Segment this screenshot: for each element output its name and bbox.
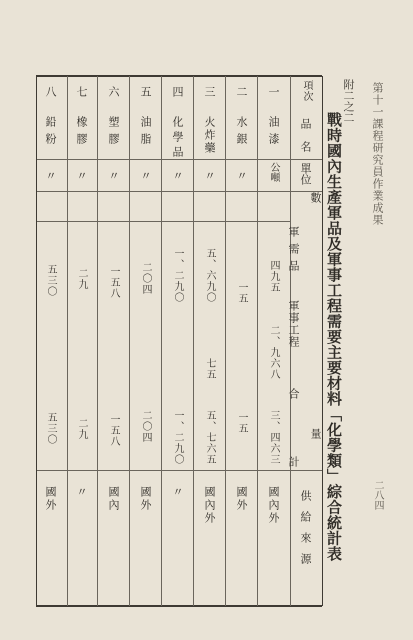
row-total: 三、四六三 — [268, 410, 279, 465]
row-number: 二 — [235, 86, 248, 97]
row-military: 一五 — [236, 282, 247, 304]
header-name: 品名 — [299, 118, 312, 164]
row-total: 二〇四 — [140, 410, 151, 443]
row-number: 六 — [107, 86, 120, 97]
row-engineering: 七五 — [204, 358, 215, 380]
header-total: 計 — [287, 456, 300, 467]
header-quantity-2: 量 — [309, 428, 322, 439]
row-name: 鉛粉 — [44, 116, 57, 150]
chapter-heading: 第十一課程研究員作業成果 — [371, 82, 384, 226]
rule-after-total — [36, 470, 322, 471]
row-military: 一、二九〇 — [172, 248, 183, 303]
row-military: 一五八 — [108, 266, 119, 299]
row-name: 水銀 — [235, 116, 248, 150]
header-combined: 合 — [287, 388, 300, 399]
table-right-border — [322, 76, 323, 606]
table-left-border — [36, 76, 37, 606]
row-name: 化學品 — [171, 116, 184, 161]
row-military: 二〇四 — [140, 262, 151, 295]
row-unit: 〃 — [107, 170, 120, 181]
row-military: 二九 — [76, 268, 87, 290]
page-number: 二八四 — [372, 480, 383, 510]
row-name: 塑膠 — [107, 116, 120, 150]
row-name: 橡膠 — [75, 116, 88, 150]
figure-label: 附二之二 — [342, 79, 355, 123]
row-unit: 公噸 — [268, 162, 279, 182]
col-sep — [129, 76, 130, 606]
row-total: 一五 — [236, 412, 247, 434]
col-sep — [67, 76, 68, 606]
row-name: 火炸藥 — [203, 116, 216, 155]
row-source: 國內 — [107, 486, 120, 512]
col-sep — [193, 76, 194, 606]
row-name: 油漆 — [267, 116, 280, 150]
row-name: 油脂 — [139, 116, 152, 150]
table-title: 戰時國內生產軍品及軍事工程需要主要材料「化學類」綜合統計表 — [325, 112, 343, 562]
col-sep — [257, 76, 258, 606]
row-military: 四九五 — [268, 260, 279, 293]
row-total: 二九 — [76, 418, 87, 440]
row-military: 五三〇 — [45, 264, 56, 297]
row-source: 國外 — [235, 486, 248, 512]
row-source: 國內外 — [267, 486, 280, 525]
table-top-rule — [36, 75, 322, 77]
header-engineering: 軍事工程 — [287, 300, 300, 348]
row-source: 國外 — [44, 486, 57, 512]
row-unit: 〃 — [44, 170, 57, 181]
row-source: 國內外 — [203, 486, 216, 525]
row-military: 五、六九〇 — [204, 248, 215, 303]
row-source: 國外 — [139, 486, 152, 512]
row-unit: 〃 — [171, 170, 184, 181]
row-number: 一 — [267, 86, 280, 97]
row-unit: 〃 — [75, 170, 88, 181]
row-unit: 〃 — [139, 170, 152, 181]
header-unit: 單位 — [299, 163, 312, 185]
table-bottom-rule — [36, 605, 322, 607]
row-number: 八 — [44, 86, 57, 97]
row-number: 七 — [75, 86, 88, 97]
row-unit: 〃 — [203, 170, 216, 181]
row-number: 五 — [139, 86, 152, 97]
row-engineering: 二、九六八 — [268, 325, 279, 380]
header-military: 軍需品 — [287, 226, 300, 277]
row-source: 〃 — [171, 486, 184, 497]
row-number: 四 — [171, 86, 184, 97]
col-sep — [225, 76, 226, 606]
row-source: 〃 — [75, 486, 88, 497]
header-supply-source: 供給來源 — [299, 490, 312, 574]
row-number: 三 — [203, 86, 216, 97]
col-sep — [97, 76, 98, 606]
header-item-no: 項次 — [301, 80, 312, 102]
row-unit: 〃 — [235, 170, 248, 181]
header-quantity: 數 — [309, 192, 322, 203]
row-total: 一五八 — [108, 414, 119, 447]
row-total: 五、七六五 — [204, 410, 215, 465]
row-total: 一、二九〇 — [172, 410, 183, 465]
row-total: 五三〇 — [45, 412, 56, 445]
rule-qty-header — [36, 221, 290, 222]
col-sep — [161, 76, 162, 606]
rule-after-unit — [36, 191, 322, 192]
